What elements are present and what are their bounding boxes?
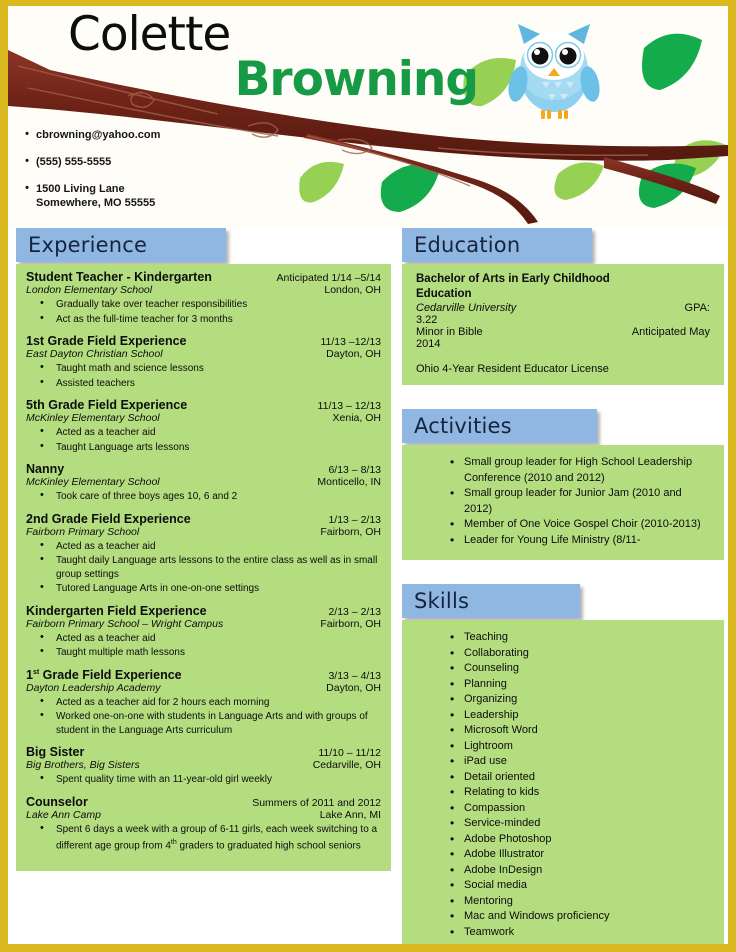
- section-title-activities: Activities: [414, 414, 512, 438]
- experience-bullets: [26, 298, 381, 326]
- education-panel: [402, 264, 724, 385]
- skill-item: • Relating to kids: [402, 785, 710, 801]
- skill-item: • Lightroom: [402, 739, 710, 755]
- section-title-education: Education: [414, 233, 521, 257]
- experience-organization: Big Brothers, Big Sisters: [26, 759, 140, 771]
- skills-panel: [402, 620, 724, 944]
- left-column: [16, 228, 391, 944]
- section-header-experience: [16, 228, 391, 262]
- experience-location: Dayton, OH: [326, 348, 381, 360]
- activity-item: • Leader for Young Life Ministry (8/11-: [402, 533, 710, 549]
- education-gpa-value: 3.22: [416, 314, 438, 326]
- skill-item: • Mac and Windows proficiency: [402, 909, 710, 925]
- experience-bullet: • Acted as a teacher aid for 2 hours each morning: [26, 696, 381, 710]
- experience-job-title: Kindergarten Field Experience: [26, 603, 207, 618]
- first-name: Colette: [68, 7, 231, 62]
- experience-bullet: • Taught Language arts lessons: [26, 441, 381, 455]
- experience-job-title: Big Sister: [26, 745, 85, 759]
- last-name: Browning: [234, 52, 478, 108]
- experience-bullet: • Worked one-on-one with students in Language Arts and with groups of student in the Language Arts curriculum: [26, 710, 381, 737]
- experience-bullet: • Acted as a teacher aid: [26, 426, 381, 440]
- experience-location: Fairborn, OH: [320, 525, 381, 538]
- skill-item: • Adobe InDesign: [402, 863, 710, 879]
- experience-organization: McKinley Elementary School: [26, 476, 160, 488]
- education-grad-year: 2014: [416, 338, 441, 350]
- section-header-skills: [402, 584, 724, 618]
- skill-item: • Organizing: [402, 692, 710, 708]
- activity-item: • Small group leader for High School Leadership Conference (2010 and 2012): [402, 455, 710, 486]
- contact-address-line2: Somewhere, MO 55555: [36, 197, 156, 209]
- experience-location: Dayton, OH: [326, 681, 381, 694]
- skill-item: • Social media: [402, 878, 710, 894]
- experience-job-title: Student Teacher - Kindergarten: [26, 270, 212, 284]
- experience-bullet: • Took care of three boys ages 10, 6 and 2: [26, 490, 381, 504]
- experience-entry: [26, 462, 381, 504]
- education-minor-row: [416, 326, 710, 338]
- contact-address-line1: 1500 Living Lane: [36, 183, 125, 195]
- experience-bullet: • Spent quality time with an 11-year-old girl weekly: [26, 773, 381, 787]
- experience-organization: Lake Ann Camp: [26, 808, 101, 821]
- experience-dates: 1/13 – 2/13: [328, 513, 381, 526]
- activity-item: • Small group leader for Junior Jam (2010 and 2012): [402, 486, 710, 517]
- contact-item-address: [18, 182, 160, 210]
- experience-bullets: [26, 362, 381, 390]
- experience-organization: London Elementary School: [26, 284, 153, 296]
- experience-dates: 11/13 –12/13: [320, 336, 381, 348]
- experience-location: Monticello, IN: [317, 476, 381, 488]
- skill-item: • Planning: [402, 677, 710, 693]
- education-university: Cedarville University: [416, 302, 517, 314]
- experience-location: Cedarville, OH: [312, 759, 381, 771]
- contact-item-email: [18, 128, 160, 142]
- experience-job-title: 2nd Grade Field Experience: [26, 511, 191, 526]
- resume-body: [8, 228, 728, 944]
- experience-job-title: Nanny: [26, 462, 65, 476]
- education-degree: Bachelor of Arts in Early Childhood Education: [416, 273, 610, 300]
- section-header-education: [402, 228, 724, 262]
- skill-item: • Adobe Illustrator: [402, 847, 710, 863]
- experience-bullet: • Acted as a teacher aid: [26, 540, 381, 554]
- skill-item: • Detail oriented: [402, 770, 710, 786]
- experience-bullet: • Tutored Language Arts in one-on-one settings: [26, 582, 381, 596]
- experience-bullet: • Acted as a teacher aid: [26, 632, 381, 646]
- section-title-experience: Experience: [28, 233, 148, 257]
- experience-organization: East Dayton Christian School: [26, 348, 163, 360]
- experience-bullets: [26, 540, 381, 596]
- education-grad-label: Anticipated May: [631, 326, 710, 338]
- experience-list: [16, 264, 391, 871]
- experience-bullet: • Gradually take over teacher responsibilities: [26, 298, 381, 312]
- skill-item: • Counseling: [402, 661, 710, 677]
- experience-organization: Dayton Leadership Academy: [26, 681, 161, 694]
- experience-location: Lake Ann, MI: [319, 808, 381, 821]
- skill-item: • Collaborating: [402, 646, 710, 662]
- experience-bullets: [26, 632, 381, 660]
- experience-entry: [26, 745, 381, 787]
- contact-email[interactable]: cbrowning@yahoo.com: [36, 129, 161, 141]
- section-title-skills: Skills: [414, 589, 470, 613]
- skill-item: • Service-minded: [402, 816, 710, 832]
- resume-page: [8, 6, 728, 944]
- education-gpa-label: GPA:: [684, 302, 710, 314]
- experience-bullets: [26, 823, 381, 853]
- applicant-name: [68, 7, 488, 108]
- experience-entry: [26, 270, 381, 326]
- experience-job-title: Counselor: [26, 794, 88, 809]
- experience-dates: 11/10 – 11/12: [318, 747, 381, 759]
- experience-bullet: • Taught multiple math lessons: [26, 646, 381, 660]
- skill-item: • Compassion: [402, 801, 710, 817]
- experience-dates: 2/13 – 2/13: [328, 605, 381, 618]
- experience-bullet: • Act as the full-time teacher for 3 months: [26, 313, 381, 327]
- activities-list: [402, 455, 710, 548]
- experience-dates: 3/13 – 4/13: [328, 669, 381, 682]
- skill-item: • Leadership: [402, 708, 710, 724]
- experience-dates: 6/13 – 8/13: [328, 464, 381, 476]
- experience-dates: Summers of 2011 and 2012: [252, 796, 381, 809]
- skill-item: • Teaching: [402, 630, 710, 646]
- education-university-row: [416, 302, 710, 314]
- experience-location: London, OH: [324, 284, 381, 296]
- experience-organization: Fairborn Primary School – Wright Campus: [26, 617, 224, 630]
- experience-job-title: 5th Grade Field Experience: [26, 398, 188, 412]
- contact-info: [18, 128, 160, 223]
- experience-bullets: [26, 490, 381, 504]
- section-header-activities: [402, 409, 724, 443]
- skill-item: • iPad use: [402, 754, 710, 770]
- experience-panel: [16, 264, 391, 871]
- experience-location: Xenia, OH: [332, 412, 381, 424]
- bullet-icon: •: [25, 128, 29, 140]
- resume-header: [8, 6, 728, 228]
- skill-item: • Microsoft Word: [402, 723, 710, 739]
- owl-icon: [506, 18, 602, 130]
- education-license: Ohio 4-Year Resident Educator License: [416, 363, 609, 375]
- experience-dates: Anticipated 1/14 –5/14: [276, 272, 381, 284]
- experience-location: Fairborn, OH: [320, 617, 381, 630]
- education-minor: Minor in Bible: [416, 326, 483, 338]
- skills-list: [402, 630, 710, 940]
- experience-bullets: [26, 773, 381, 787]
- experience-entry: [26, 604, 381, 660]
- right-column: [402, 228, 724, 944]
- bullet-icon: •: [25, 155, 29, 167]
- experience-dates: 11/13 – 12/13: [317, 400, 381, 412]
- activities-panel: [402, 445, 724, 560]
- experience-entry: [26, 334, 381, 390]
- experience-job-title: 1st Grade Field Experience: [26, 334, 187, 348]
- experience-entry: [26, 795, 381, 853]
- experience-entry: [26, 668, 381, 738]
- experience-organization: Fairborn Primary School: [26, 525, 140, 538]
- experience-bullets: [26, 426, 381, 454]
- experience-bullet: • Spent 6 days a week with a group of 6-11 girls, each week switching to a different age group from 4th graders to graduated high school seniors: [26, 823, 381, 853]
- experience-entry: [26, 512, 381, 596]
- contact-item-phone: [18, 155, 160, 169]
- bullet-icon: •: [25, 182, 29, 194]
- experience-organization: McKinley Elementary School: [26, 412, 160, 424]
- experience-bullet: • Taught daily Language arts lessons to the entire class as well as in small group settings: [26, 554, 381, 581]
- skill-item: • Mentoring: [402, 894, 710, 910]
- experience-bullets: [26, 696, 381, 738]
- experience-entry: [26, 398, 381, 454]
- contact-phone[interactable]: (555) 555-5555: [36, 156, 112, 168]
- skill-item: • Teamwork: [402, 925, 710, 941]
- skill-item: • Adobe Photoshop: [402, 832, 710, 848]
- activity-item: • Member of One Voice Gospel Choir (2010-2013): [402, 517, 710, 533]
- experience-job-title: 1st Grade Field Experience: [26, 667, 182, 682]
- experience-bullet: • Assisted teachers: [26, 377, 381, 391]
- experience-bullet: • Taught math and science lessons: [26, 362, 381, 376]
- watermark: www.thetemplatemonster: [38, 896, 173, 908]
